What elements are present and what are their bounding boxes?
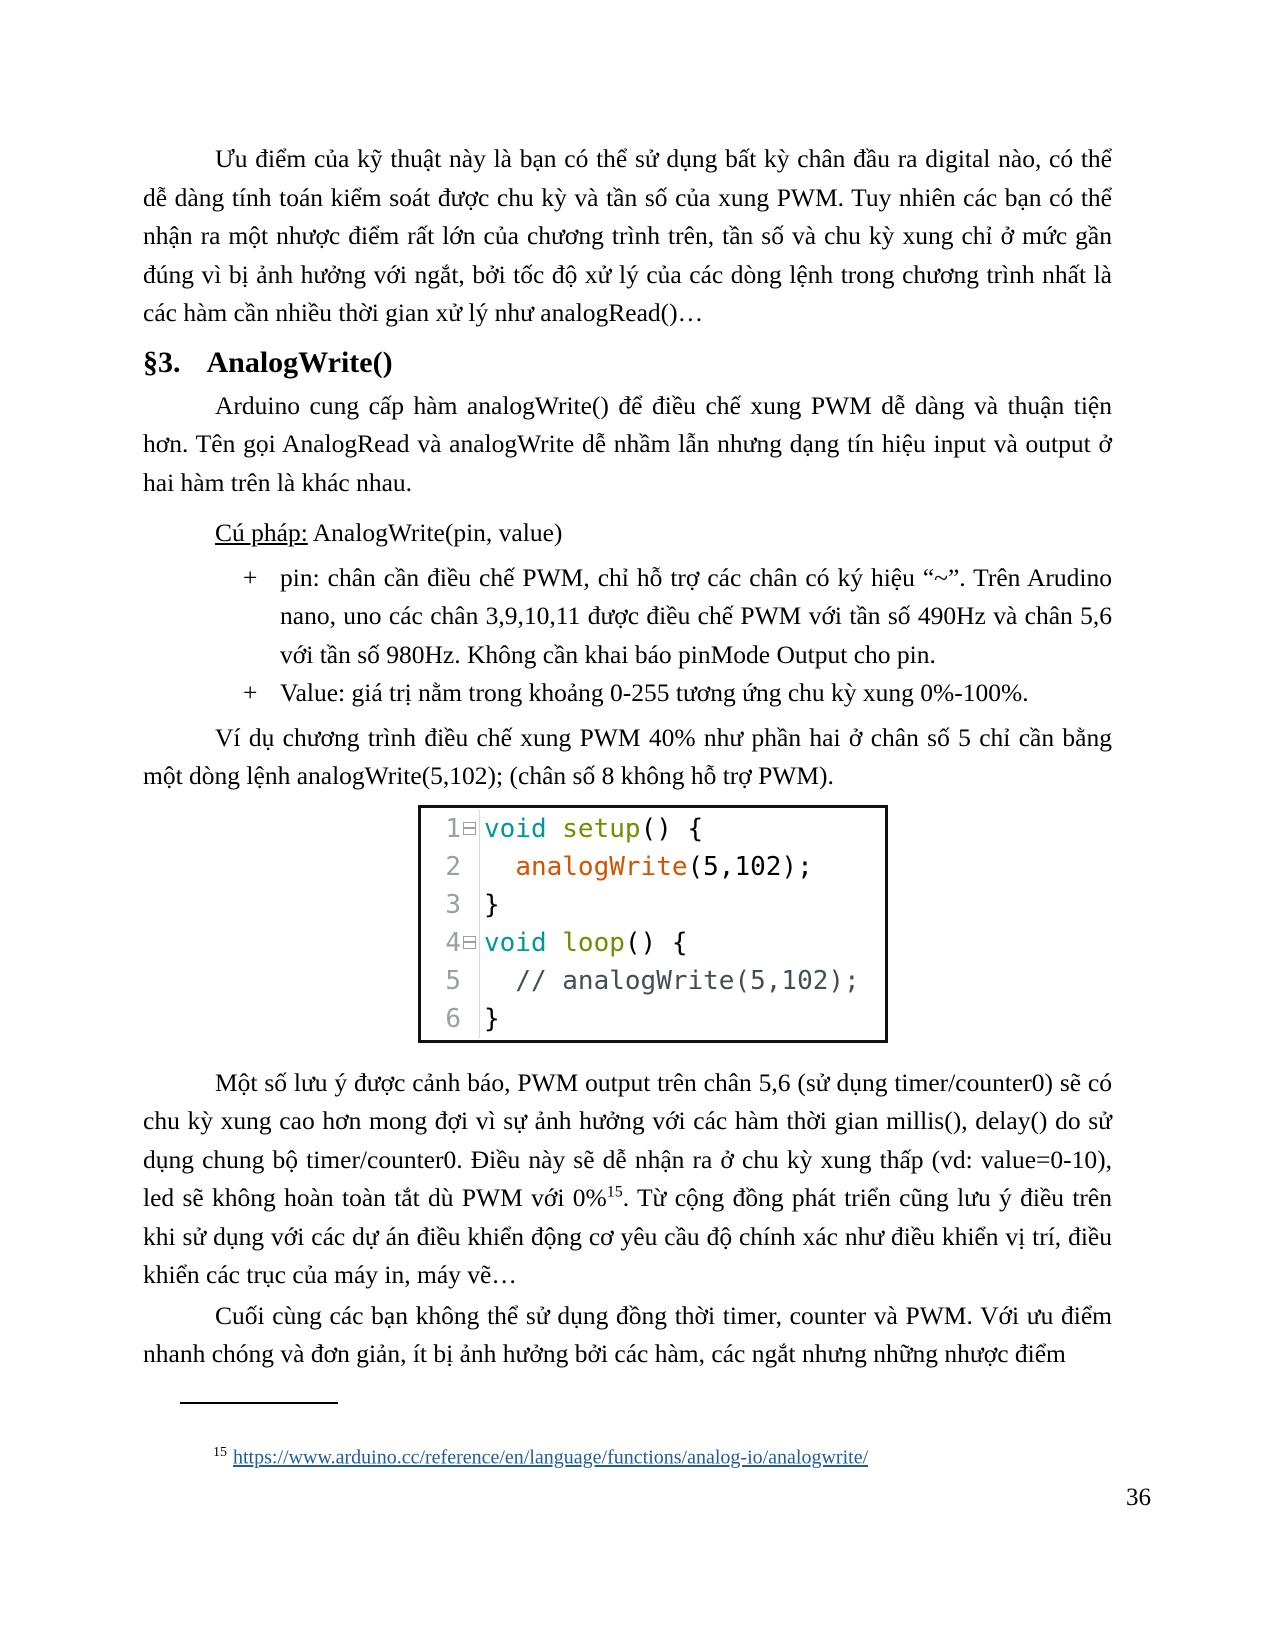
footnote-separator [180, 1402, 338, 1404]
section-heading [143, 345, 1112, 381]
bullet-text-pin: pin: chân cần điều chế PWM, chỉ hỗ trợ các chân có ký hiệu “~”. Trên Arudino nano, uno các chân 3,9,10,11 được điều chế PWM với tần số 490Hz và chân 5,6 với tần số 980Hz. Không cần khai báo pinMode Output cho pin. [280, 562, 1112, 669]
syntax-label: Cú pháp: [215, 518, 308, 547]
page-content [143, 0, 1112, 1386]
code-line-number: 1 [445, 813, 461, 844]
code-segment-plain [484, 852, 515, 882]
code-line-number: 6 [445, 1003, 461, 1034]
code-line [421, 962, 885, 1000]
syntax-text: AnalogWrite(pin, value) [307, 518, 563, 547]
bullet-item-pin [143, 559, 1112, 675]
paragraph-analogwrite-intro: Arduino cung cấp hàm analogWrite() để điều chế xung PWM dễ dàng và thuận tiện hơn. Tên gọi AnalogRead và analogWrite dễ nhầm lẫn nhưng dạng tín hiệu input và output ở hai hàm trên là khác nhau. [143, 390, 1112, 497]
code-line [421, 810, 885, 848]
page-number: 36 [1126, 1484, 1151, 1511]
code-segment-plain: } [484, 1003, 500, 1034]
code-line [421, 924, 885, 962]
code-text [480, 886, 500, 924]
code-line [421, 848, 885, 886]
code-gutter-slot [463, 1000, 480, 1038]
code-text [480, 962, 860, 1000]
bullet-marker: + [243, 562, 258, 592]
heading-number: §3. [143, 345, 181, 379]
code-text [480, 1000, 500, 1038]
code-text [480, 810, 703, 848]
code-line [421, 1000, 885, 1038]
code-line [421, 886, 885, 924]
code-text [480, 848, 813, 886]
collapse-minus-icon[interactable] [463, 822, 476, 835]
code-block [418, 805, 888, 1043]
collapse-minus-icon[interactable] [463, 936, 476, 949]
footnote [213, 1440, 868, 1471]
code-segment-plain: } [484, 889, 500, 920]
paragraph-notes [143, 1064, 1112, 1295]
code-fold-icon[interactable] [463, 810, 480, 848]
code-segment-plain [547, 814, 563, 844]
code-segment-plain [547, 928, 563, 958]
code-segment-keyword: void [484, 813, 547, 844]
paragraph-intro: Ưu điểm của kỹ thuật này là bạn có thể sử dụng bất kỳ chân đầu ra digital nào, có thể dễ dàng tính toán kiểm soát được chu kỳ và tần số của xung PWM. Tuy nhiên các bạn có thể nhận ra một nhược điểm rất lớn của chương trình trên, tần số và chu kỳ xung chỉ ở mức gần đúng vì bị ảnh hưởng với ngắt, bởi tốc độ xử lý của các dòng lệnh trong chương trình nhất là các hàm cần nhiều thời gian xử lý như analogRead()… [143, 144, 1112, 327]
notes-text-after: . Từ cộng đồng phát triển cũng lưu ý điều trên khi sử dụng với các dự án điều khiển động cơ yêu cầu độ chính xác như điều khiển vị trí, điều khiển các trục của máy in, máy vẽ… [143, 1183, 1112, 1289]
code-segment-structure: setup [562, 813, 641, 844]
code-segment-function: analogWrite [515, 851, 688, 882]
notes-text-before: Một số lưu ý được cảnh báo, PWM output trên chân 5,6 (sử dụng timer/counter0) sẽ có chu kỳ xung cao hơn mong đợi vì sự ảnh hưởng với các hàm thời gian millis(), delay() do sử dụng chung bộ timer/counter0. Điều này sẽ dễ nhận ra ở chu kỳ xung thấp (vd: value=0-10), led sẽ không hoàn toàn tắt dù PWM với 0% [143, 1067, 1112, 1212]
code-segment-structure: loop [562, 927, 625, 958]
code-segment-plain: () { [624, 927, 688, 958]
code-line-number: 5 [445, 965, 461, 996]
code-line-number: 2 [445, 851, 461, 882]
bullet-text-value: Value: giá trị nằm trong khoảng 0-255 tương ứng chu kỳ xung 0%-100%. [280, 678, 1029, 707]
code-text [480, 924, 688, 962]
code-segment-keyword: void [484, 927, 547, 958]
code-gutter-slot [463, 886, 480, 924]
bullet-list [143, 559, 1112, 713]
code-segment-plain [484, 966, 515, 996]
code-segment-plain: () { [640, 813, 704, 844]
heading-title: AnalogWrite() [206, 345, 393, 379]
code-line-number: 3 [445, 889, 461, 920]
bullet-marker: + [243, 678, 258, 707]
syntax-line [143, 514, 1112, 553]
footnote-reference: 15 [606, 1183, 623, 1201]
code-gutter-slot [463, 848, 480, 886]
code-gutter-slot [463, 962, 480, 1000]
paragraph-conclusion: Cuối cùng các bạn không thể sử dụng đồng thời timer, counter và PWM. Với ưu điểm nhanh chóng và đơn giản, ít bị ảnh hưởng bởi các hàm, các ngắt nhưng những nhược điểm [143, 1300, 1112, 1368]
code-segment-plain: (5,102); [687, 851, 813, 882]
footnote-link[interactable]: https://www.arduino.cc/reference/en/language/functions/analog-io/analogwrite/ [233, 1446, 869, 1469]
code-segment-comment: // analogWrite(5,102); [515, 965, 860, 996]
code-fold-icon[interactable] [463, 924, 480, 962]
code-line-number: 4 [445, 927, 461, 958]
bullet-item-value [143, 674, 1112, 713]
paragraph-example: Ví dụ chương trình điều chế xung PWM 40% như phần hai ở chân số 5 chỉ cần bằng một dòng lệnh analogWrite(5,102); (chân số 8 không hỗ trợ PWM). [143, 722, 1112, 790]
footnote-marker: 15 [213, 1445, 227, 1460]
